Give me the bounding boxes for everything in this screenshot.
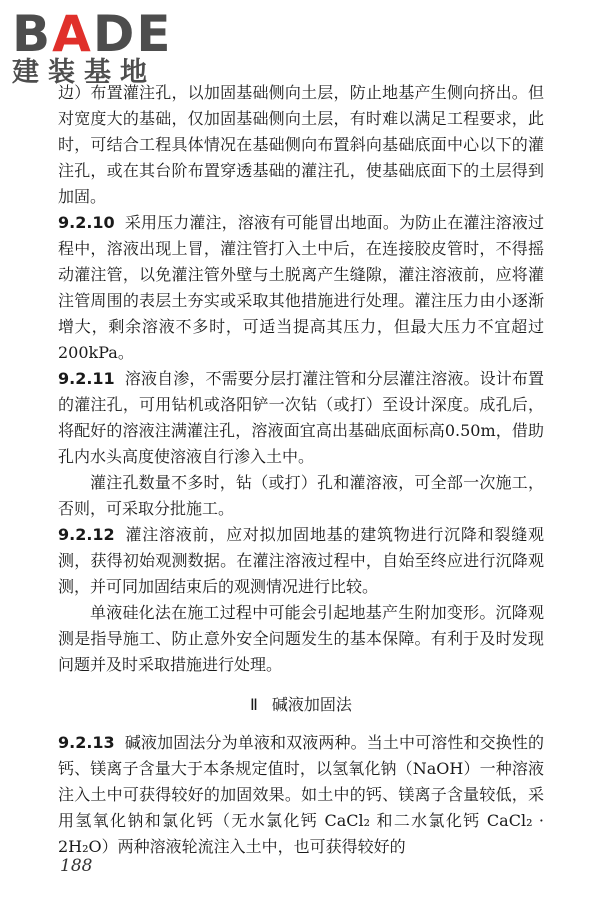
clause-text: 采用压力灌注，溶液有可能冒出地面。为防止在灌注溶液过程中，溶液出现上冒，灌注管打入土中后，在连接胶皮管时，不得摇动灌注管，以免灌注管外壁与土脱离产生缝隙，灌注溶液前，应将灌注管周围的表层土夯实或采取其他措施进行处理。灌注压力由小逐渐增大，剩余溶液不多时，可适当提高其压力，但最大压力不宜超过200kPa。	[58, 213, 544, 362]
paragraph-indented: 单液硅化法在施工过程中可能会引起地基产生附加变形。沉降观测是指导施工、防止意外安全问题发生的基本保障。有利于及时发现问题并及时采取措施进行处理。	[58, 603, 544, 674]
paragraph-indented: 灌注孔数量不多时，钻（或打）孔和灌溶液，可全部一次施工，否则，可采取分批施工。	[58, 473, 544, 518]
logo-wordmark: BADE	[12, 5, 173, 63]
clause-9-2-10	[58, 210, 544, 366]
clause-9-2-13	[58, 730, 544, 860]
page-body	[58, 80, 544, 860]
logo-subtitle: 建装基地	[12, 57, 156, 88]
clause-text: 灌注溶液前，应对拟加固地基的建筑物进行沉降和裂缝观测，获得初始观测数据。在灌注溶液过程中，自始至终应进行沉降观测，并可同加固结束后的观测情况进行比较。	[58, 525, 544, 596]
paragraph-continued: 边）布置灌注孔，以加固基础侧向土层，防止地基产生侧向挤出。但对宽度大的基础，仅加固基础侧向土层，有时难以满足工程要求，此时，可结合工程具体情况在基础侧向布置斜向基础底面中心以下的灌注孔，或在其台阶布置穿透基础的灌注孔，使基础底面下的土层得到加固。	[58, 83, 544, 206]
clause-9-2-12	[58, 522, 544, 600]
clause-text: 碱液加固法分为单液和双液两种。当土中可溶性和交换性的钙、镁离子含量大于本条规定值时，以氢氧化钠（NaOH）一种溶液注入土中可获得较好的加固效果。如土中的钙、镁离子含量较低，采用氢氧化钠和氯化钙（无水氯化钙 CaCl₂ 和二水氯化钙 CaCl₂ · 2H₂O）两种溶液轮流注入土中，也可获得较好的	[58, 733, 544, 856]
clause-9-2-11	[58, 366, 544, 470]
clause-number: 9.2.10	[58, 213, 115, 232]
heading-title: 碱液加固法	[271, 695, 352, 714]
page-number: 188	[60, 856, 93, 876]
bade-logo	[12, 5, 173, 88]
heading-roman-numeral: Ⅱ	[250, 695, 258, 714]
clause-text: 溶液自渗，不需要分层打灌注管和分层灌注溶液。设计布置的灌注孔，可用钻机或洛阳铲一次钻（或打）至设计深度。成孔后，将配好的溶液注满灌注孔，溶液面宜高出基础底面标高0.50m，借助孔内水头高度使溶液自行渗入土中。	[58, 369, 544, 466]
clause-number: 9.2.12	[58, 525, 115, 544]
clause-number: 9.2.11	[58, 369, 115, 388]
logo-accent-letter: A	[52, 5, 93, 63]
section-heading	[58, 692, 544, 718]
clause-number: 9.2.13	[58, 733, 115, 752]
